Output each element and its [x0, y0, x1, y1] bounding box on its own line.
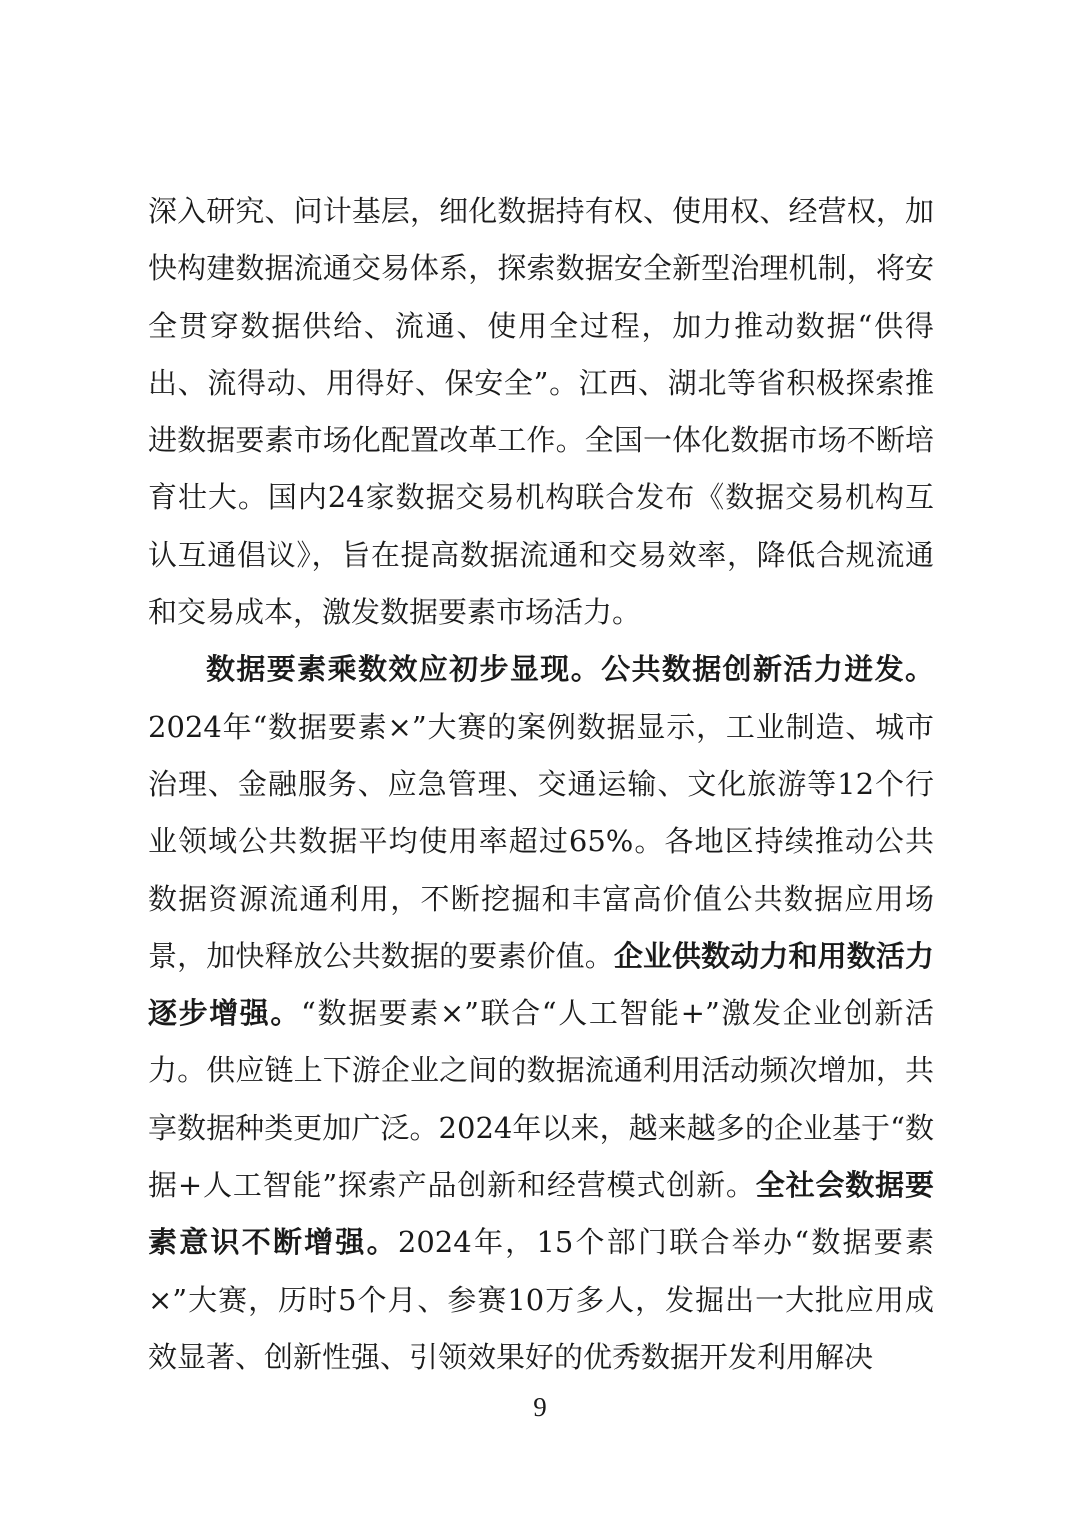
paragraph-1 [148, 183, 934, 641]
section-heading-multiplier-effect: 数据要素乘数效应初步显现。公共数据创新活力迸发。 [206, 652, 934, 687]
paragraph-2-text-enterprise: “数据要素×”联合“人工智能+”激发企业创新活力。供应链上下游企业之间的数据流通利用活动频次增加，共享数据种类更加广泛。2024年以来，越来越多的企业基于“数据+人工智能”探索产品创新和经营模式创新。 [148, 996, 934, 1203]
section-heading-society: 全社会数据要素意识不断增强。 [148, 1168, 934, 1260]
section-heading-enterprise: 企业供数动力和用数活力逐步增强。 [148, 938, 934, 1031]
page-number: 9 [533, 1392, 547, 1422]
document-body [148, 183, 934, 1386]
paragraph-2-text-society: 2024年，15个部门联合举办“数据要素×”大赛，历时5个月、参赛10万多人，发掘出一大批应用成效显著、创新性强、引领效果好的优秀数据开发利用解决 [148, 1225, 934, 1374]
paragraph-2-text-public-data: 2024年“数据要素×”大赛的案例数据显示，工业制造、城市治理、金融服务、应急管理、交通运输、文化旅游等12个行业领域公共数据平均使用率超过65%。各地区持续推动公共数据资源流通利用，不断挖掘和丰富高价值公共数据应用场景，加快释放公共数据的要素价值。 [148, 709, 934, 973]
paragraph-1-text: 深入研究、问计基层，细化数据持有权、使用权、经营权，加快构建数据流通交易体系，探索数据安全新型治理机制，将安全贯穿数据供给、流通、使用全过程，加力推动数据“供得出、流得动、用得好、保安全”。江西、湖北等省积极探索推进数据要素市场化配置改革工作。全国一体化数据市场不断培育壮大。国内24家数据交易机构联合发布《数据交易机构互认互通倡议》，旨在提高数据流通和交易效率，降低合规流通和交易成本，激发数据要素市场活力。 [148, 194, 934, 630]
paragraph-2 [148, 641, 934, 1386]
